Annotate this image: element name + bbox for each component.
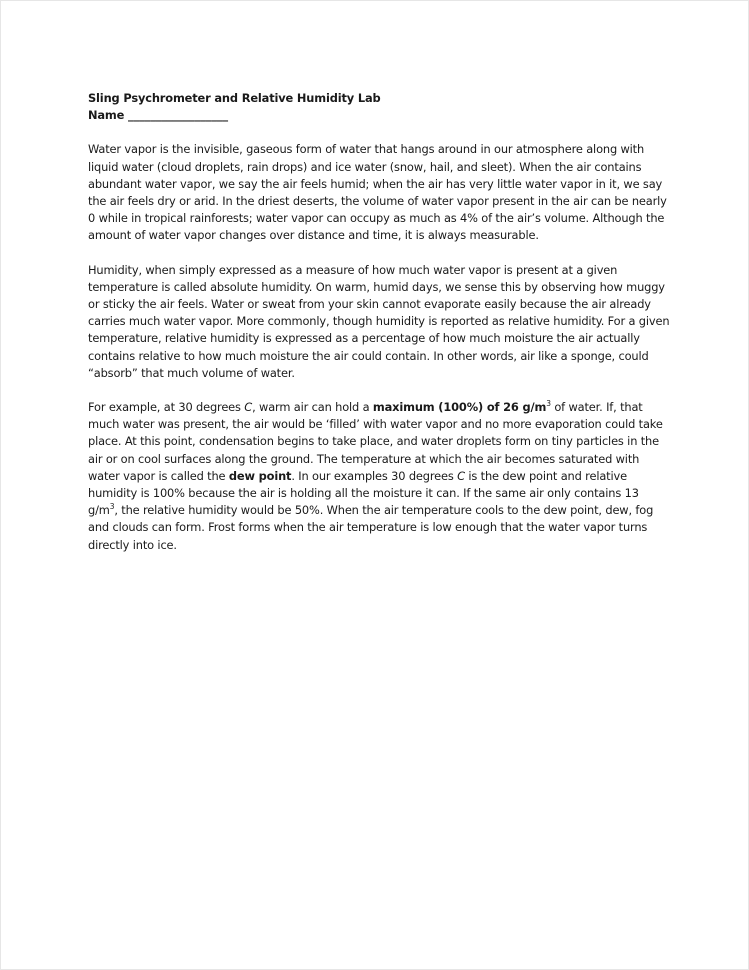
text-run: of water. If, that much water was present, the air would be ‘filled’ with water vapor and no more evaporation could take place. At this point, condensation begins to take place, and water droplets form on tiny particles in the air or on cool surfaces along the ground. The temperature at which the air becomes saturated with water vapor is called the bbox=[88, 400, 663, 483]
text-run-italic: C bbox=[457, 468, 465, 483]
text-run: . In our examples 30 degrees bbox=[291, 468, 458, 483]
paragraph-humidity: Humidity, when simply expressed as a measure of how much water vapor is present at a given temperature is called absolute humidity. On warm, humid days, we sense this by observing how muggy or sticky the air feels. Water or sweat from your skin cannot evaporate easily because the air already carries much water vapor. More commonly, though humidity is reported as relative humidity. For a given temperature, relative humidity is expressed as a percentage of how much moisture the air actually contains relative to how much moisture the air could contain. In other words, air like a sponge, could “absorb” that much volume of water. bbox=[88, 262, 670, 380]
text-run: For example, at 30 degrees bbox=[88, 400, 245, 415]
text-run-italic: C bbox=[244, 400, 253, 415]
document-title: Sling Psychrometer and Relative Humidity Lab bbox=[88, 91, 381, 105]
document-body bbox=[88, 90, 670, 571]
paragraph-water-vapor: Water vapor is the invisible, gaseous form of water that hangs around in our atmosphere along with liquid water (cloud droplets, rain drops) and ice water (snow, hail, and sleet). When the air contains abundant water vapor, we say the air feels humid; when the air has very little water vapor in it, we say the air feels dry or arid. In the driest deserts, the volume of water vapor present in the air can be nearly 0 while in tropical rainforests; water vapor can occupy as much as 4% of the air’s volume. Although the amount of water vapor changes over distance and time, it is always measurable. bbox=[88, 142, 667, 243]
superscript: 3 bbox=[109, 502, 115, 512]
name-label: Name bbox=[88, 108, 125, 123]
dew-point-term: dew point bbox=[228, 468, 292, 483]
text-run: is the dew point and relative humidity is 100% because the air is holding all the moisture it can. If the same air only contains 13 g/m bbox=[88, 468, 639, 518]
text-run-bold: maximum (100%) of 26 g/m bbox=[372, 400, 547, 415]
paragraph-example bbox=[88, 399, 670, 554]
text-run: , warm air can hold a bbox=[252, 400, 373, 415]
name-line bbox=[88, 107, 670, 124]
superscript: 3 bbox=[546, 399, 551, 409]
name-blank: __________________ bbox=[128, 108, 228, 123]
text-run: , the relative humidity would be 50%. When the air temperature cools to the dew point, dew, fog and clouds can form. Frost forms when the air temperature is low enough that the water vapor turns directly into ice. bbox=[88, 503, 654, 552]
